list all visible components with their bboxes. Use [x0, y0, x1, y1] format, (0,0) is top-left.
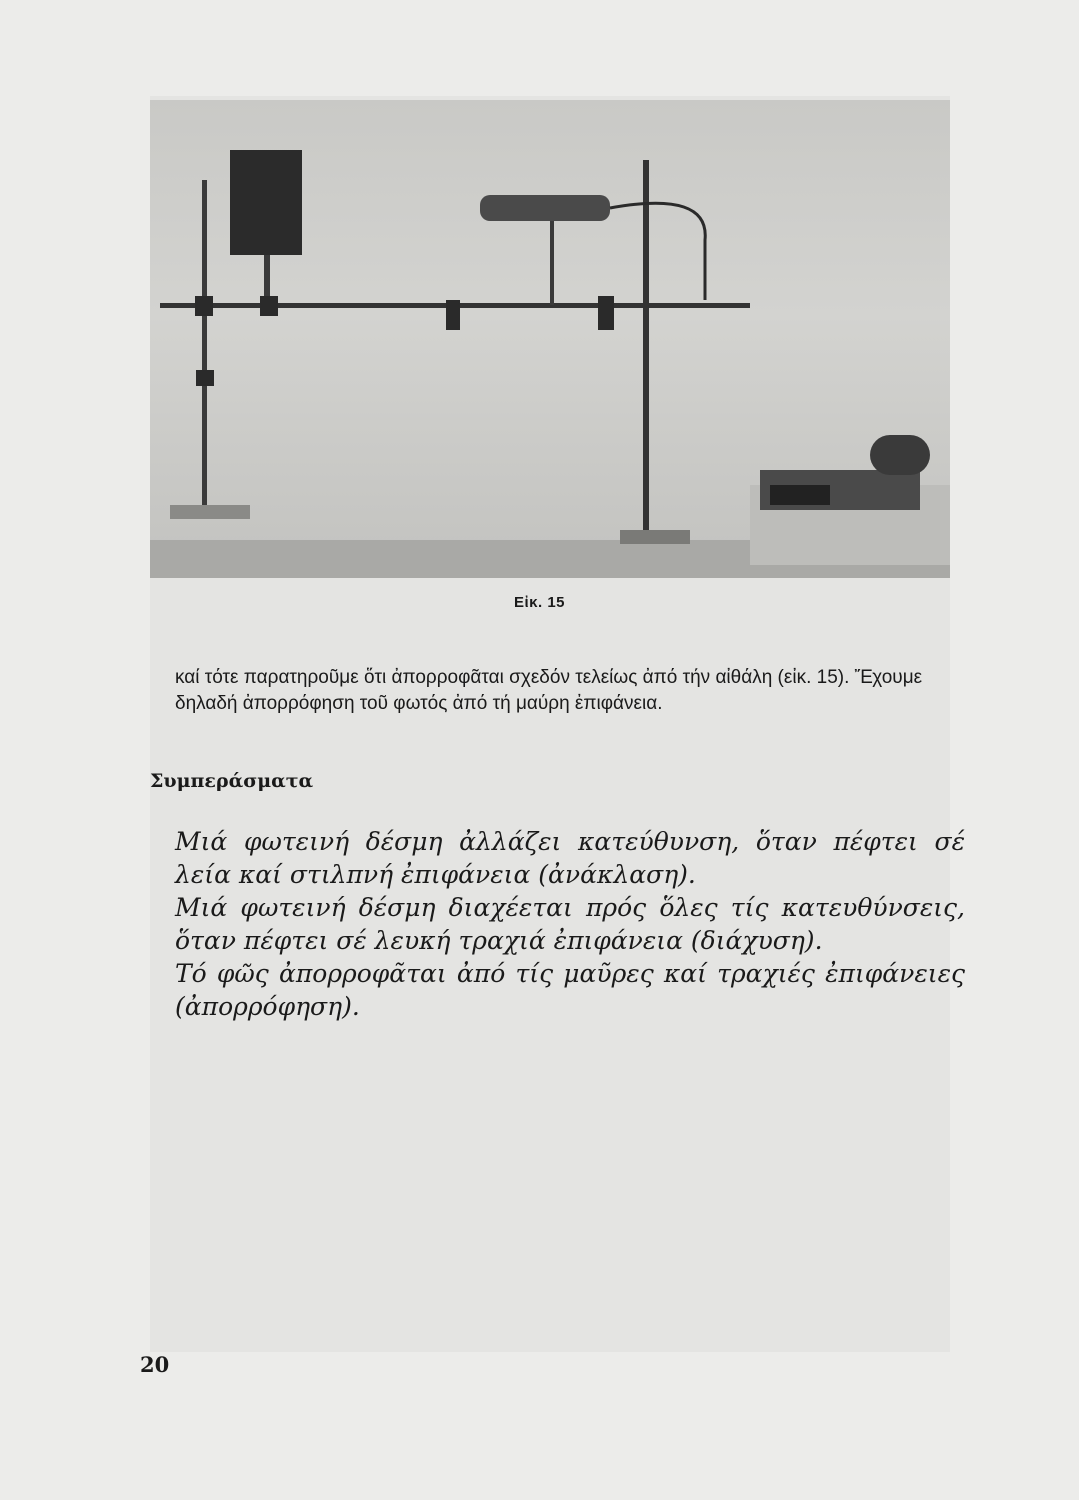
section-title: Συμπεράσματα	[150, 770, 314, 792]
conclusion-item: Μιά φωτεινή δέσμη διαχέεται πρός ὅλες τίς κατευθύνσεις, ὅταν πέφτει σέ λευκή τραχιά ἐπιφάνεια (διάχυση).	[175, 893, 965, 955]
figure-photo	[150, 100, 950, 578]
conclusion-item: Τό φῶς ἀπορροφᾶται ἀπό τίς μαῦρες καί τραχιές ἐπιφάνειες (ἀπορρόφηση).	[175, 959, 965, 1021]
body-paragraph: καί τότε παρατηροῦμε ὅτι ἀπορροφᾶται σχεδόν τελείως ἀπό τήν αἰθάλη (εἰκ. 15). Ἔχουμε δηλαδή ἀπορρόφηση τοῦ φωτός ἀπό τή μαύρη ἐπιφάνεια.	[175, 667, 923, 714]
page-number: 20	[140, 1352, 170, 1377]
conclusions-list	[175, 825, 965, 1023]
apparatus-illustration	[150, 100, 950, 578]
conclusion-item: Μιά φωτεινή δέσμη ἀλλάζει κατεύθυνση, ὅταν πέφτει σέ λεία καί στιλπνή ἐπιφάνεια (ἀνάκλαση).	[175, 827, 965, 889]
figure-caption: Εἰκ. 15	[513, 594, 566, 611]
